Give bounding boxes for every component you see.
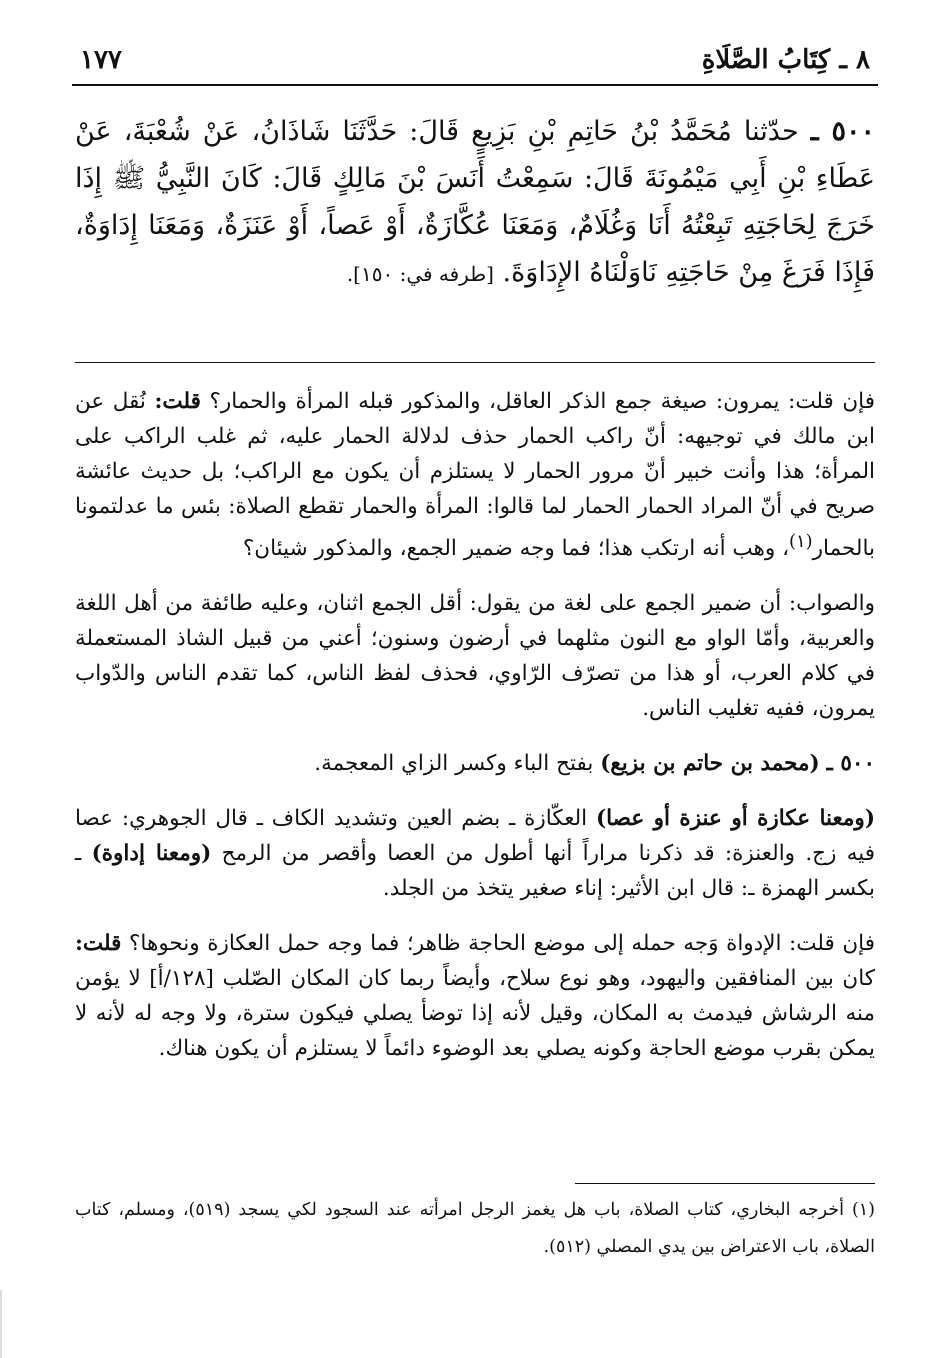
commentary-quote: (ومعنا عكازة أو عنزة أو عصا) xyxy=(595,806,875,832)
page-header xyxy=(80,42,870,78)
hadith-number: ٥٠٠ ـ xyxy=(810,116,875,147)
commentary-quote: (ومعنا إداوة) xyxy=(91,841,212,867)
commentary-answer: نُقل عن ابن مالك في توجيهه: أنّ راكب الحمار حذف لدلالة الحمار عليه، ثم غلب الراكب على المرأة؛ هذا وأنت خبير أنّ مرور الحمار لا يستلزم أن يكون مع الراكب؛ بل حديث عائشة صريح في أنّ المراد الحمار الحمار لما قالوا: المرأة والحمار تقطع الصلاة: بئس ما عدلتمونا بالحمار xyxy=(75,389,875,562)
commentary-explanation: العكّازة ـ بضم العين وتشديد الكاف ـ قال الجوهري: عصا فيه زج. والعنزة: قد ذكرنا مراراً أنها أطول من العصا وأقصر من الرمح xyxy=(75,806,875,867)
footnote-marker: (١) xyxy=(851,1200,875,1220)
commentary-answer-end: ، وهب أنه ارتكب هذا؛ فما وجه ضمير الجمع، والمذكور شيئان؟ xyxy=(242,536,790,562)
commentary-answer: كان بين المنافقين واليهود، وهو نوع سلاح، وأيضاً ربما كان المكان الصّلب [١٢٨/أ] لا يؤمن منه الرشاش فيدمث به المكان، وقيل لأنه إذا توضأ يصلي فيكون سترة، ولا وجه له لأنه لا يمكن بقرب موضع الحاجة وكونه يصلي بعد الوضوء دائماً لا يستلزم أن يكون هناك. xyxy=(75,966,875,1062)
header-divider xyxy=(72,84,878,86)
commentary-block xyxy=(75,384,875,1066)
chapter-title: ٨ ـ كِتَابُ الصَّلَاةِ xyxy=(701,45,870,75)
section-divider xyxy=(75,362,875,363)
commentary-quote: (محمد بن حاتم بن بزيع) xyxy=(600,751,820,777)
answer-label: قلت: xyxy=(154,389,201,414)
hadith-body: حدّثنا مُحَمَّدُ بْنُ حَاتِمِ بْنِ بَزِيعٍ قَالَ: حَدَّثَنَا شَاذَانُ، عَنْ شُعْبَةَ، عَنْ عَطَاءِ بْنِ أَبِي مَيْمُونَةَ قَالَ: سَمِعْتُ أَنَسَ بْنَ مَالِكٍ قَالَ: كَانَ النَّبِيُّ ﷺ إِذَا خَرَجَ لِحَاجَتِهِ تَبِعْتُهُ أَنَا وَغُلَامٌ، وَمَعَنَا عُكَّازَةٌ، أَوْ عَصاً، أَوْ عَنَزَةٌ، وَمَعَنَا إِدَاوَةٌ، فَإِذَا فَرَغَ مِنْ حَاجَتِهِ نَاوَلْنَاهُ الإِدَاوَةَ. xyxy=(75,116,875,288)
answer-label: قلت: xyxy=(75,931,122,957)
footnote-divider xyxy=(575,1183,875,1184)
commentary-question: فإن قلت: الإدواة وَجه حمله إلى موضع الحاجة ظاهر؛ فما وجه حمل العكازة ونحوها؟ xyxy=(129,931,875,957)
page-number: ١٧٧ xyxy=(80,45,122,75)
commentary-hadith-number: ٥٠٠ ـ xyxy=(826,751,875,777)
commentary-paragraph-5 xyxy=(75,926,875,1066)
commentary-paragraph-4 xyxy=(75,801,875,906)
footnote xyxy=(75,1192,875,1266)
hadith-reference: [طرفه في: ١٥٠]. xyxy=(346,262,494,286)
hadith-text-block xyxy=(75,108,875,298)
commentary-paragraph-2: والصواب: أن ضمير الجمع على لغة من يقول: أقل الجمع اثنان، وعليه طائفة من أهل اللغة والعربية، وأمّا الواو مع النون مثلهما في أرضون وسنون؛ أعني من قبيل الشاذ المستعملة في كلام العرب، أو هذا من تصرّف الرّاوي، فحذف لفظ الناس، كما تقدم الناس والدّواب يمرون، ففيه تغليب الناس. xyxy=(75,591,875,722)
scan-edge-mark xyxy=(0,1290,2,1358)
footnote-ref: (١) xyxy=(789,531,813,552)
commentary-explanation: ـ بكسر الهمزة ـ: قال ابن الأثير: إناء صغير يتخذ من الجلد. xyxy=(75,841,875,902)
footnote-text: أخرجه البخاري، كتاب الصلاة، باب هل يغمز الرجل امرأته عند السجود لكي يسجد (٥١٩)، ومسلم، كتاب الصلاة، باب الاعتراض بين يدي المصلي (٥١٢). xyxy=(75,1200,875,1257)
commentary-question: فإن قلت: يمرون: صيغة جمع الذكر العاقل، والمذكور قبله المرأة والحمار؟ xyxy=(209,389,875,414)
commentary-explanation: بفتح الباء وكسر الزاي المعجمة. xyxy=(314,751,594,777)
commentary-paragraph-3 xyxy=(75,746,875,781)
footnote-block xyxy=(75,1192,875,1266)
commentary-paragraph-1 xyxy=(75,384,875,566)
